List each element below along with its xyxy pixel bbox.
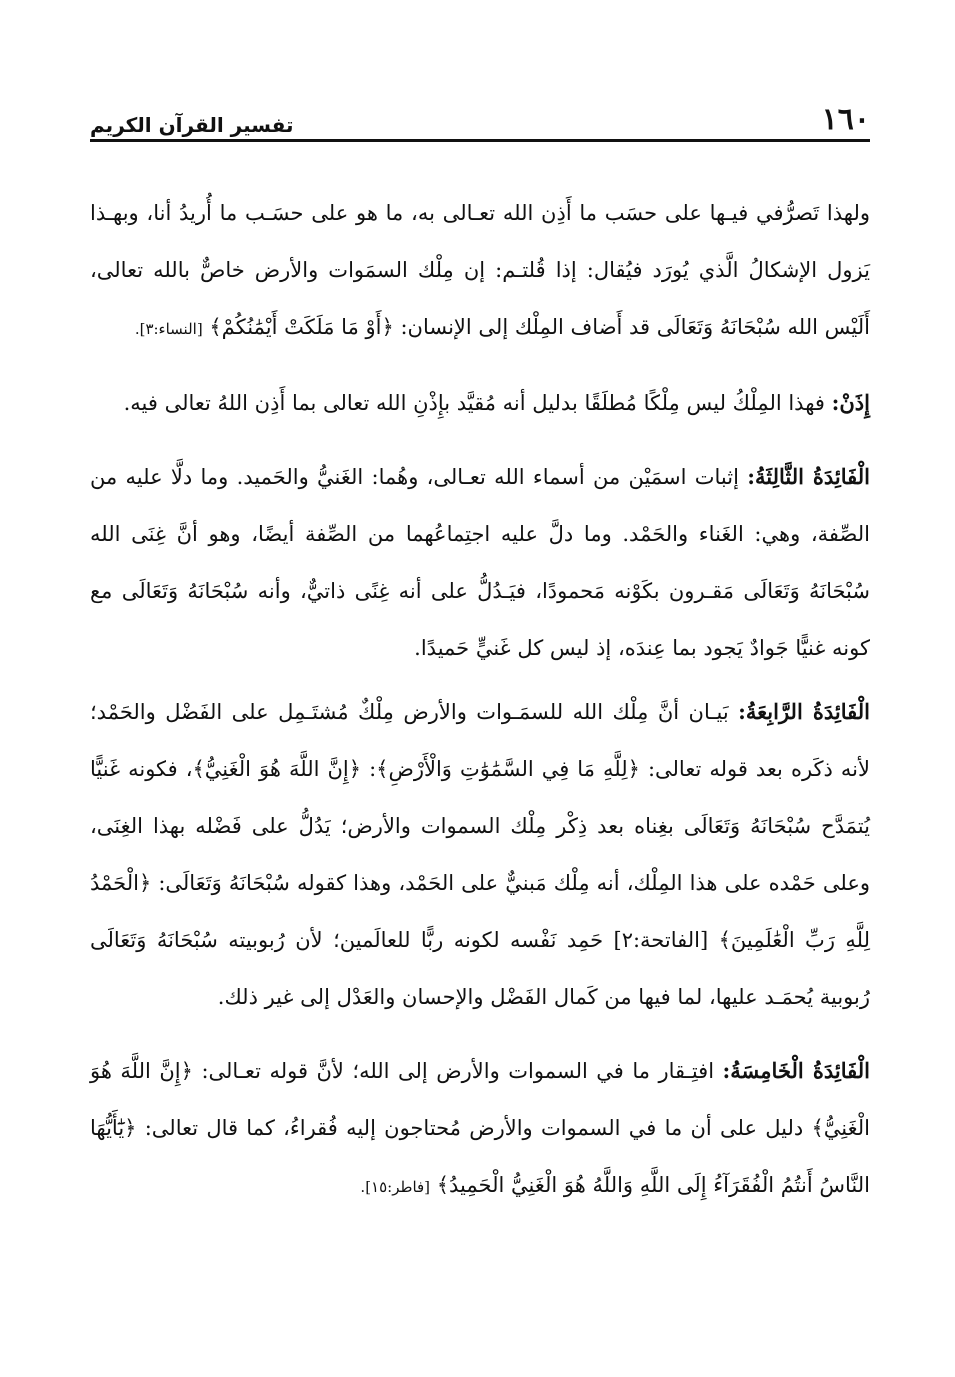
paragraph-lead: الْفَائِدَةُ الْخَامِسَةُ: [722, 1058, 870, 1083]
book-page [90, 95, 870, 1222]
page-number: ١٦٠ [821, 102, 870, 137]
paragraph-text: افتِـقار ما في السموات والأرض إلى الله؛ لأنَّ قوله تعـالى: ﴿إِنَّ اللَّهَ هُوَ الْغَنِيُّ﴾ دليل على أن ما في السموات والأرض مُحتاجون إليه فُقراءُ، كما قال تعالى: ﴿يَٰٓأَيُّهَا النَّاسُ أَنتُمُ الْفُقَرَآءُ إِلَى اللَّهِ وَاللَّهُ هُوَ الْغَنِيُّ الْحَمِيدُ﴾ [90, 1059, 870, 1197]
paragraph-text: إثبات اسمَيْن من أسماء الله تعـالى، وهُما: الغَنيُّ والحَميد. وما دلَّا عليه من الصِّفة، وهي: الغَناء والحَمْد. وما دلَّ عليه اجتِماعُهما من الصِّفة أيضًا، وهو أنَّ غِنَى الله سُبْحَانَهُ وَتَعَالَى مَقـرون بكَوْنه مَحمودًا، فيَـدُلُّ على أنه غِنًى ذاتيٌّ، وأنه سُبْحَانَهُ وَتَعَالَى مع كونه غنيًّا جَوادٌ يَجود بما عِندَه، إذ ليس كل غَنيٍّ حَميدًا. [90, 465, 870, 660]
paragraph-benefit-3 [90, 448, 870, 677]
paragraph-lead: إِذَنْ: [831, 390, 870, 415]
paragraph-lead: الْفَائِدَةُ الثَّالِثَةُ: [747, 464, 870, 489]
paragraph-text: بَيـان أنَّ مِلْك الله للسمَـوات والأرض مِلْكٌ مُشتَـمِل على الفَضْل والحَمْد؛ لأنه ذكَره بعد قوله تعالى: ﴿لِلَّهِ مَا فِي السَّمَٰوَٰتِ وَالْأَرْضِ﴾: ﴿إِنَّ اللَّهَ هُوَ الْغَنِيُّ﴾، فكونه غَنيًّا يُتمَدَّح سُبْحَانَهُ وَتَعَالَى بغِناه بعد ذِكْر مِلْك السموات والأرض؛ يَدُلُّ على فَضْله بهذا الغِنَى، وعلى حَمْده على هذا المِلْك، أنه مِلْك مَبنيٌّ على الحَمْد، وهذا كقوله سُبْحَانَهُ وَتَعَالَى: ﴿الْحَمْدُ لِلَّهِ رَبِّ الْعَٰلَمِينَ﴾ [الفاتحة:٢] حَمِد نَفْسه لكونه ربًّا للعالَمين؛ لأن رُبوبيته سُبْحَانَهُ وَتَعَالَى رُبوبية يُحمَـد عليها، لما فيها من كَمال الفَضْل والإحسان والعَدْل إلى غير ذلك. [90, 700, 870, 1009]
paragraph-intro [90, 184, 870, 358]
paragraph-benefit-4 [90, 683, 870, 1026]
paragraph-text: فهذا المِلْكُ ليس مِلْكًا مُطلَقًا بدليل أنه مُقيَّد بإِذْنِ الله تعالى بما أَذِن اللهُ تعالى فيه. [123, 391, 825, 415]
quran-reference: [فاطر:١٥]. [360, 1178, 431, 1196]
quran-reference: [النساء:٣]. [134, 320, 203, 338]
book-title: تفسير القرآن الكريم [90, 113, 294, 137]
paragraph-lead: الْفَائِدَةُ الرَّابِعَةُ: [738, 699, 870, 724]
paragraph-idhan [90, 374, 870, 432]
running-header [90, 95, 870, 142]
paragraph-text: ولهذا تَصرُّفي فيـها على حسَب ما أَذِن الله تعـالى به، ما هو على حسَـب ما أُريدُ أنا، وبهـذا يَزول الإشكالُ الَّذي يُورَد فيُقال: إذا قُلتـم: إن مِلْك السمَوات والأرض خاصٌّ بالله تعالى، أَلَيْس الله سُبْحَانَهُ وَتَعَالَى قد أَضاف المِلْك إلى الإنسان: ﴿أَوْ مَا مَلَكَتْ أَيْمَٰنُكُمْ﴾ [90, 201, 870, 339]
paragraph-benefit-5 [90, 1042, 870, 1216]
